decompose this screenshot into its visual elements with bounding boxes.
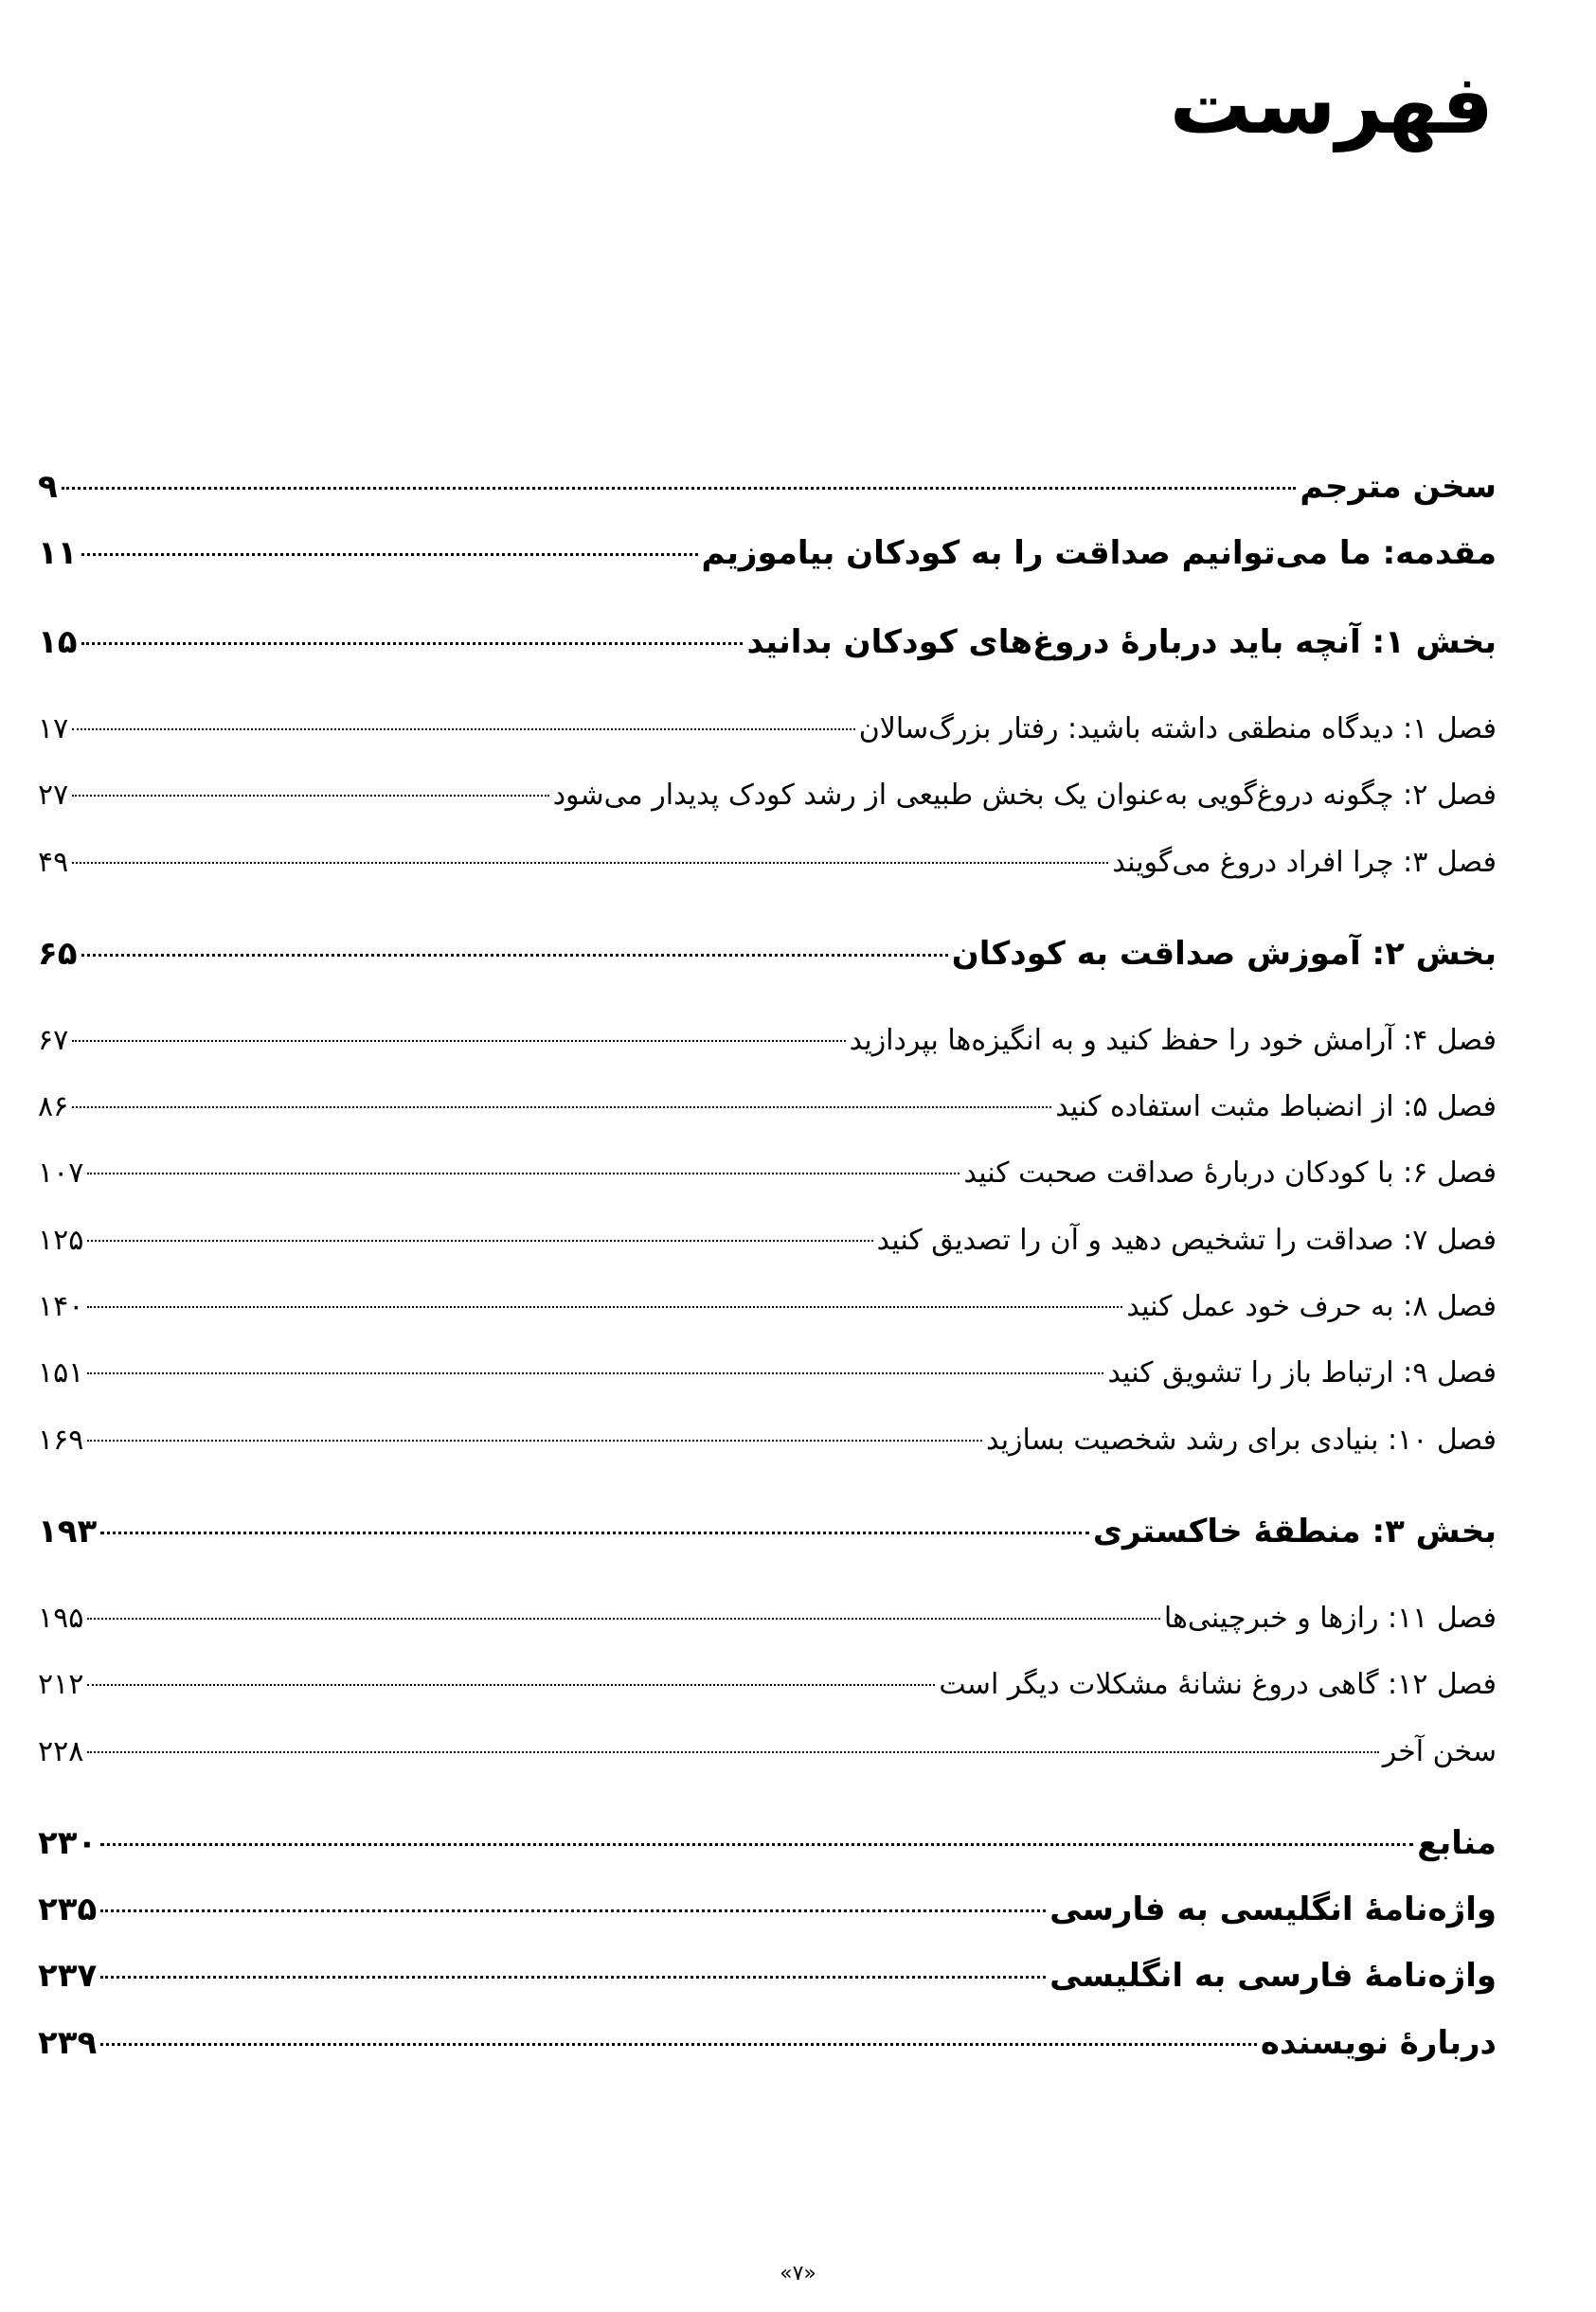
toc-entry [38, 623, 1497, 680]
toc-entry-title: واژه‌نامهٔ انگلیسی به فارسی [1049, 1891, 1497, 1928]
dot-leader [72, 1040, 845, 1042]
toc-entry-page-number: ۱۱ [38, 534, 78, 572]
toc-entry [38, 1735, 1497, 1792]
toc-entry-page-number: ۲۳۰ [38, 1824, 98, 1862]
toc-entry-page-number: ۱۹۵ [38, 1602, 84, 1635]
toc-entry-title: فصل ۳: چرا افراد دروغ می‌گویند [1112, 846, 1497, 879]
toc-entry-title: دربارهٔ نویسنده [1260, 2024, 1497, 2062]
toc-entry [38, 1090, 1497, 1147]
toc-entry-title: سخن مترجم [1300, 468, 1497, 506]
toc-entry-page-number: ۴۹ [38, 846, 69, 879]
toc-entry-title: بخش ۳: منطقهٔ خاکستری [1092, 1513, 1497, 1550]
toc-entry [38, 2024, 1497, 2081]
toc-entry-page-number: ۱۰۷ [38, 1156, 84, 1190]
toc-entry-title: فصل ۸: به حرف خود عمل کنید [1126, 1290, 1497, 1323]
toc-entry-title: بخش ۱: آنچه باید دربارهٔ دروغ‌های کودکان بدانید [746, 623, 1497, 661]
toc-entry-title: بخش ۲: آموزش صداقت به کودکان [951, 935, 1497, 973]
toc-entry [38, 1024, 1497, 1081]
toc-entry-page-number: ۱۵۱ [38, 1356, 84, 1389]
dot-leader [72, 1106, 1051, 1108]
toc-entry-page-number: ۱۴۰ [38, 1290, 84, 1323]
toc-entry [38, 1891, 1497, 1947]
toc-entry-title: فصل ۲: چگونه دروغ‌گویی به‌عنوان یک بخش طبیعی از رشد کودک پدیدار می‌شود [552, 779, 1497, 812]
toc-entry [38, 1668, 1497, 1725]
page-number-footer: «۷» [780, 2262, 816, 2285]
toc-entry [38, 846, 1497, 903]
toc-entry-title: فصل ۴: آرامش خود را حفظ کنید و به انگیزه‌ها بپردازید [849, 1024, 1497, 1057]
dot-leader [72, 795, 548, 797]
toc-entry [38, 1156, 1497, 1213]
toc-entry-title: سخن آخر [1382, 1735, 1497, 1768]
dot-leader [72, 728, 855, 730]
toc-entry-title: فصل ۷: صداقت را تشخیص دهید و آن را تصدیق کنید [876, 1224, 1497, 1257]
dot-leader [100, 1843, 1413, 1846]
dot-leader [87, 1173, 959, 1174]
toc-entry [38, 1356, 1497, 1413]
toc-entry-page-number: ۱۶۹ [38, 1424, 84, 1457]
toc-entry-page-number: ۱۲۵ [38, 1224, 84, 1257]
dot-leader [81, 954, 948, 957]
toc-entry-title: فصل ۵: از انضباط مثبت استفاده کنید [1055, 1090, 1497, 1123]
toc-entry-page-number: ۲۳۵ [38, 1891, 98, 1928]
toc-entry-title: فصل ۹: ارتباط باز را تشویق کنید [1107, 1356, 1497, 1389]
toc-entry-page-number: ۸۶ [38, 1090, 69, 1123]
toc-entry [38, 1824, 1497, 1881]
toc-entry-title: فصل ۱۲: گاهی دروغ نشانهٔ مشکلات دیگر است [939, 1668, 1497, 1701]
toc-entry-title: منابع [1417, 1824, 1497, 1862]
toc-entry [38, 468, 1497, 525]
toc-entry-page-number: ۱۵ [38, 623, 78, 661]
toc-entry [38, 1290, 1497, 1347]
toc-entry-page-number: ۲۷ [38, 779, 69, 812]
toc-entry [38, 1424, 1497, 1480]
toc-entry-title: فصل ۱: دیدگاه منطقی داشته باشید: رفتار بزرگ‌سالان [858, 712, 1497, 745]
toc-entry [38, 779, 1497, 835]
dot-leader [87, 1240, 872, 1242]
dot-leader [87, 1372, 1103, 1374]
toc-entry [38, 712, 1497, 769]
toc-entry [38, 1602, 1497, 1658]
toc-entry-page-number: ۱۷ [38, 712, 69, 745]
toc-entry-page-number: ۶۵ [38, 935, 78, 973]
dot-leader [87, 1306, 1122, 1308]
toc-entry-page-number: ۲۲۸ [38, 1735, 84, 1768]
toc-entry-page-number: ۶۷ [38, 1024, 69, 1057]
dot-leader [81, 553, 698, 556]
dot-leader [72, 862, 1108, 864]
toc-entry [38, 534, 1497, 591]
toc-entry-title: فصل ۶: با کودکان دربارهٔ صداقت صحبت کنید [963, 1156, 1497, 1190]
dot-leader [87, 1751, 1378, 1753]
toc-entry-page-number: ۲۳۷ [38, 1957, 98, 1995]
dot-leader [100, 1532, 1089, 1534]
dot-leader [100, 1976, 1046, 1979]
toc-entry-title: مقدمه: ما می‌توانیم صداقت را به کودکان بیاموزیم [701, 534, 1497, 572]
dot-leader [87, 1618, 1160, 1620]
toc-entry-page-number: ۲۳۹ [38, 2024, 98, 2062]
dot-leader [87, 1684, 935, 1686]
toc-entry [38, 1957, 1497, 2014]
toc-entry-page-number: ۹ [38, 468, 58, 506]
toc-entry-page-number: ۲۱۲ [38, 1668, 84, 1701]
dot-leader [87, 1440, 982, 1442]
dot-leader [62, 487, 1297, 490]
toc-entry [38, 935, 1497, 992]
toc-entry-title: واژه‌نامهٔ فارسی به انگلیسی [1049, 1957, 1497, 1995]
dot-leader [100, 1909, 1046, 1912]
toc-entry-page-number: ۱۹۳ [38, 1513, 98, 1550]
toc-entry-title: فصل ۱۱: رازها و خبرچینی‌ها [1163, 1602, 1497, 1635]
toc-entry [38, 1224, 1497, 1281]
dot-leader [100, 2043, 1257, 2046]
toc-entry [38, 1513, 1497, 1569]
page-title: فهرست [1169, 58, 1494, 152]
toc-entry-title: فصل ۱۰: بنیادی برای رشد شخصیت بسازید [985, 1424, 1497, 1457]
dot-leader [81, 642, 744, 645]
